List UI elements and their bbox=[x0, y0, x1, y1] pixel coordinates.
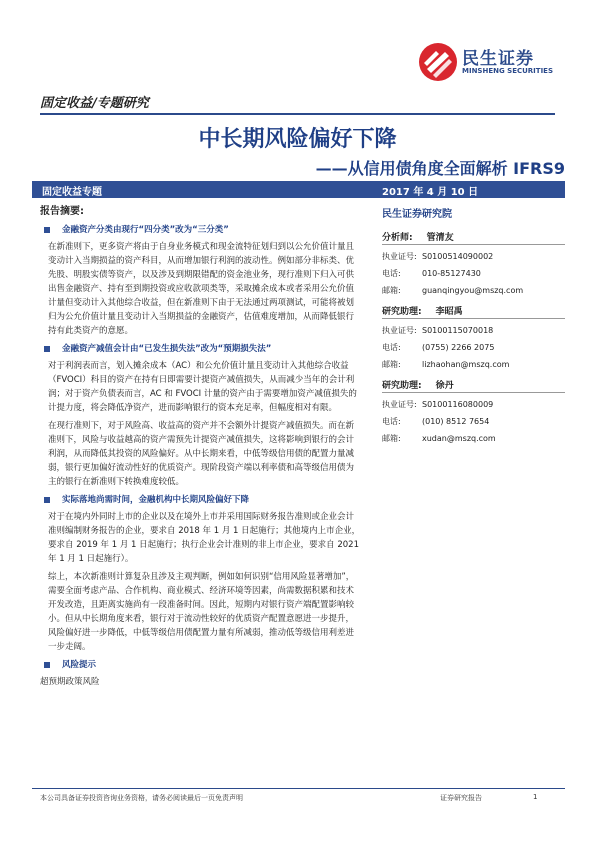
minsheng-logo-icon bbox=[418, 42, 458, 82]
report-title: 中长期风险偏好下降 bbox=[198, 127, 397, 152]
contact-value: S0100115070018 bbox=[422, 326, 494, 335]
contact-label: 电话: bbox=[382, 417, 401, 426]
square-bullet-icon bbox=[44, 497, 50, 503]
analyst-contact-row bbox=[382, 267, 565, 281]
footer-report-type: 证券研究报告 bbox=[440, 794, 482, 802]
section-paragraph: 超预期政策风险 bbox=[40, 677, 100, 687]
contact-value: S0100116080009 bbox=[422, 400, 494, 409]
analyst-contact-row bbox=[382, 358, 565, 372]
contact-value: (0755) 2266 2075 bbox=[422, 343, 495, 352]
analyst-contact-row bbox=[382, 341, 565, 355]
analyst-block bbox=[382, 304, 565, 372]
contact-value[interactable]: guanqingyou@mszq.com bbox=[422, 286, 524, 295]
square-bullet-icon bbox=[44, 227, 50, 233]
section-paragraph: 对于利润表而言，划入摊余成本（AC）和公允价值计量且变动计入其他综合收益（FVOCI）科目的资产在持有日即需要计提资产减值损失，从而减少当年的会计利润；对于资产负债表而言，AC 和 FVOCI 计量的资产由于需要增加资产减值损失的计提力度，将会降低净资产，进而影响银行的资本充足率，但幅度相对有限。 bbox=[48, 361, 357, 413]
summary-sections bbox=[40, 223, 362, 689]
analyst-contact-row bbox=[382, 415, 565, 429]
contact-label: 邮箱: bbox=[382, 286, 401, 295]
contact-label: 执业证号: bbox=[382, 326, 417, 335]
contact-value[interactable]: lizhaohan@mszq.com bbox=[422, 360, 510, 369]
analyst-block bbox=[382, 378, 565, 446]
info-band bbox=[32, 181, 565, 198]
analyst-contact-row bbox=[382, 324, 565, 338]
contact-label: 邮箱: bbox=[382, 360, 401, 369]
analyst-contact-row bbox=[382, 398, 565, 412]
contact-label: 执业证号: bbox=[382, 252, 417, 261]
contact-label: 邮箱: bbox=[382, 434, 401, 443]
contact-value: 010-85127430 bbox=[422, 269, 481, 278]
brand-name-en: MINSHENG SECURITIES bbox=[462, 67, 553, 75]
analyst-column bbox=[382, 205, 565, 452]
institute-name: 民生证券研究院 bbox=[382, 209, 452, 220]
page-number: 1 bbox=[533, 793, 538, 801]
section-heading-text: 金融资产分类由现行“四分类”改为“三分类” bbox=[62, 225, 229, 235]
contact-value: (010) 8512 7654 bbox=[422, 417, 490, 426]
section-heading bbox=[40, 223, 362, 237]
analyst-role-label: 研究助理: bbox=[382, 381, 422, 391]
report-date: 2017 年 4 月 10 日 bbox=[382, 187, 479, 198]
analyst-contact-row bbox=[382, 250, 565, 264]
section-heading-text: 风险提示 bbox=[62, 660, 97, 670]
contact-label: 电话: bbox=[382, 269, 401, 278]
band-category: 固定收益专题 bbox=[42, 187, 102, 198]
section-heading bbox=[40, 342, 362, 356]
section-heading bbox=[40, 658, 362, 672]
contact-value: S0100514090002 bbox=[422, 252, 494, 261]
analyst-role-label: 分析师: bbox=[382, 233, 413, 243]
summary-heading: 报告摘要: bbox=[40, 206, 84, 217]
header-divider bbox=[40, 113, 555, 115]
company-logo bbox=[418, 40, 568, 84]
section-heading bbox=[40, 493, 362, 507]
contact-value[interactable]: xudan@mszq.com bbox=[422, 434, 496, 443]
section-heading-text: 实际落地尚需时间，金融机构中长期风险偏好下降 bbox=[62, 495, 250, 505]
analyst-contact-row bbox=[382, 432, 565, 446]
section-paragraph: 在新准则下，更多资产将由于自身业务模式和现金流特征划归到以公允价值计量且变动计入当期损益的资产科目，从而增加银行利润的波动性。例如部分非标类、优先股、明股实债等资产，以及涉及到期限错配的资金池业务，现行准则下归入可供出售金融资产、持有至到期投资或应收款项类等，采取摊余成本或者采用公允价值计量但变动计入其他综合收益，但在新准则下由于无法通过两项测试，可能将被划归为公允价值计量且变动计入当期损益的金融资产，估值难度增加，从而降低银行持有此类资产的意愿。 bbox=[48, 242, 355, 336]
analyst-list bbox=[382, 230, 565, 446]
brand-name-cn: 民生证券 bbox=[462, 49, 534, 69]
analyst-contact-row bbox=[382, 284, 565, 298]
footer-disclaimer: 本公司具备证券投资咨询业务资格，请务必阅读最后一页免责声明 bbox=[40, 794, 243, 802]
analyst-role bbox=[382, 230, 565, 245]
section-paragraph: 对于在境内外同时上市的企业以及在境外上市并采用国际财务报告准则或企业会计准则编制财务报告的企业，要求自 2018 年 1 月 1 日起施行；其他境内上市企业，要求自 2019 年 1 月 1 日起施行；执行企业会计准则的非上市企业，要求自 2021 年 1 月 1 日起施行）。 bbox=[48, 512, 361, 564]
summary-column bbox=[40, 205, 362, 693]
analyst-name: 徐丹 bbox=[435, 381, 454, 391]
report-category: 固定收益/专题研究 bbox=[40, 96, 149, 111]
analyst-block bbox=[382, 230, 565, 298]
analyst-role-label: 研究助理: bbox=[382, 307, 422, 317]
footer-divider bbox=[32, 788, 565, 789]
contact-label: 执业证号: bbox=[382, 400, 417, 409]
analyst-name: 李昭禹 bbox=[435, 307, 463, 317]
analyst-role bbox=[382, 378, 565, 393]
square-bullet-icon bbox=[44, 662, 50, 668]
square-bullet-icon bbox=[44, 346, 50, 352]
analyst-role bbox=[382, 304, 565, 319]
contact-label: 电话: bbox=[382, 343, 401, 352]
section-heading-text: 金融资产减值会计由“已发生损失法”改为“预期损失法” bbox=[62, 344, 272, 354]
section-paragraph: 综上，本次新准则计算复杂且涉及主观判断，例如如何识别“信用风险显著增加”，需要全面考虑产品、合作机构、商业模式、经济环境等因素，尚需数据积累和技术开发改造，且距离实施尚有一段准备时间。因此，短期内对银行资产端配置影响较小。但从中长期角度来看，银行对于流动性较好的优质资产配置意愿进一步提升，风险偏好进一步降低，中低等级信用债配置力量有所减弱，推动低等级信用利差进一步走阔。 bbox=[48, 572, 355, 652]
section-paragraph: 在现行准则下，对于风险高、收益高的资产并不会额外计提资产减值损失。而在新准则下，风险与收益越高的资产需预先计提资产减值损失，这将影响到银行的会计利润，从而降低其投资的风险偏好。从中长期来看，中低等级信用债的配置力量减弱，银行更加偏好流动性好的优质资产。现阶段资产端以利率债和高等级信用债为主的银行在新准则下转换难度较低。 bbox=[48, 421, 355, 487]
analyst-name: 管清友 bbox=[426, 233, 454, 243]
report-subtitle: ——从信用债角度全面解析 IFRS9 bbox=[315, 159, 565, 178]
